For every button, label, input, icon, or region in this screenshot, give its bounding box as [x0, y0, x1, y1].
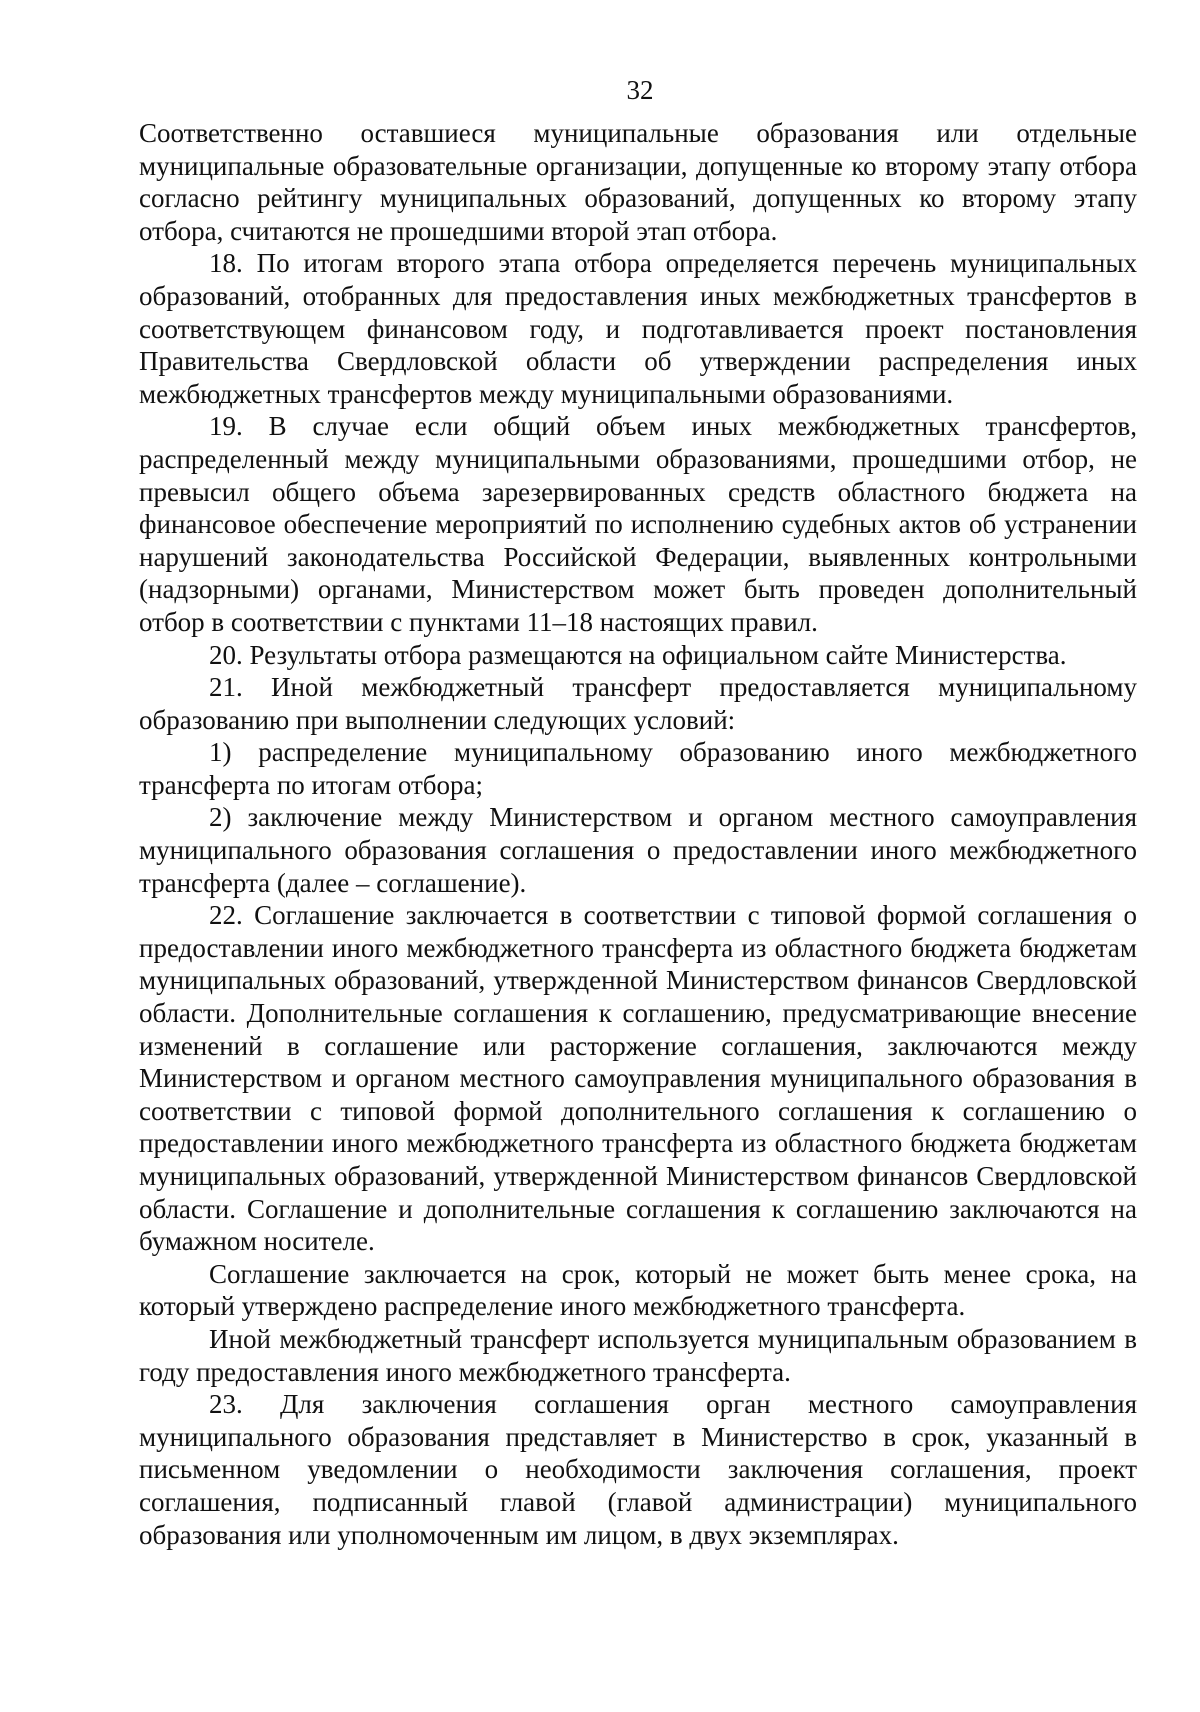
- paragraph-agreement-term: Соглашение заключается на срок, который не может быть менее срока, на который утверждено распределение иного межбюджетного трансферта.: [139, 1258, 1137, 1322]
- paragraph-item-23: 23. Для заключения соглашения орган местного самоуправления муниципального образования представляет в Министерство в срок, указанный в письменном уведомлении о необходимости заключения соглашения, проект соглашения, подписанный главой (главой администрации) муниципального образования или уполномоченным им лицом, в двух экземплярах.: [139, 1389, 1137, 1550]
- paragraph-item-20: 20. Результаты отбора размещаются на официальном сайте Министерства.: [209, 639, 1067, 670]
- paragraph-item-19: 19. В случае если общий объем иных межбюджетных трансфертов, распределенный между муниципальными образованиями, прошедшими отбор, не превысил общего объема зарезервированных средств областного бюджета на финансовое обеспечение мероприятий по исполнению судебных актов об устранении нарушений законодательства Российской Федерации, выявленных контрольными (надзорными) органами, Министерством может быть проведен дополнительный отбор в соответствии с пунктами 11–18 настоящих правил.: [139, 411, 1137, 637]
- paragraph-subitem-1: 1) распределение муниципальному образованию иного межбюджетного трансферта по итогам отбора;: [139, 737, 1137, 800]
- document-body: [139, 117, 1137, 1551]
- paragraph-transfer-usage: Иной межбюджетный трансферт используется муниципальным образованием в году предоставления иного межбюджетного трансферта.: [139, 1323, 1137, 1387]
- paragraph-item-21: 21. Иной межбюджетный трансферт предоставляется муниципальному образованию при выполнении следующих условий:: [139, 672, 1137, 735]
- paragraph-item-22: 22. Соглашение заключается в соответствии с типовой формой соглашения о предоставлении иного межбюджетного трансферта из областного бюджета бюджетам муниципальных образований, утвержденной Министерством финансов Свердловской области. Дополнительные соглашения к соглашению, предусматривающие внесение изменений в соглашение или расторжение соглашения, заключаются между Министерством и органом местного самоуправления муниципального образования в соответствии с типовой формой дополнительного соглашения к соглашению о предоставлении иного межбюджетного трансферта из областного бюджета бюджетам муниципальных образований, утвержденной Министерством финансов Свердловской области. Соглашение и дополнительные соглашения к соглашению заключаются на бумажном носителе.: [139, 900, 1137, 1257]
- page-number: 32: [626, 75, 654, 105]
- paragraph-continuation: Соответственно оставшиеся муниципальные образования или отдельные муниципальные образовательные организации, допущенные ко второму этапу отбора согласно рейтингу муниципальных образований, допущенных ко второму этапу отбора, считаются не прошедшими второй этап отбора.: [139, 118, 1137, 246]
- paragraph-subitem-2: 2) заключение между Министерством и органом местного самоуправления муниципального образования соглашения о предоставлении иного межбюджетного трансферта (далее – соглашение).: [139, 802, 1137, 898]
- paragraph-item-18: 18. По итогам второго этапа отбора определяется перечень муниципальных образований, отобранных для предоставления иных межбюджетных трансфертов в соответствующем финансовом году, и подготавливается проект постановления Правительства Свердловской области об утверждении распределения иных межбюджетных трансфертов между муниципальными образованиями.: [139, 248, 1137, 409]
